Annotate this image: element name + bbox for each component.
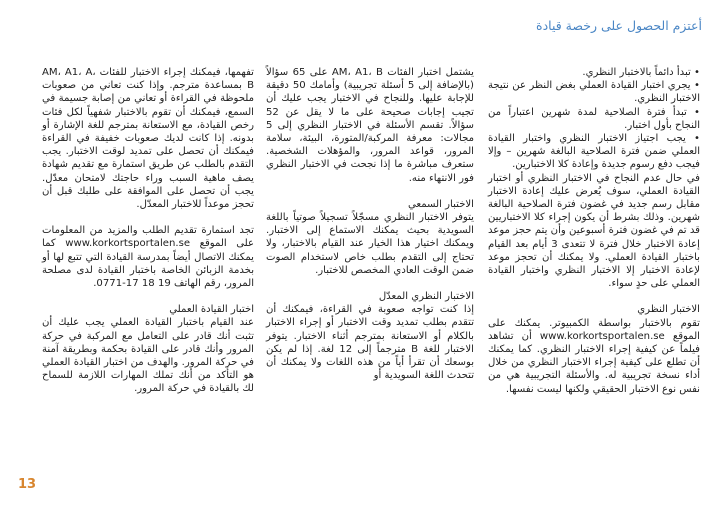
retest-paragraph: في حال عدم النجاح في الاختبار النظري أو اختبار القيادة العملي، سوف يُعرض عليك إعادة الاختبار مقابل رسم جديد في غضون فترة الصلاحية البالغة شهرين. وذلك بشرط أن يكون إجراء كلا الاختباريين قد تم في غضون فترة أسبوعين وأن يتم حجز موعد إعادة الاختبار خلال فترة لا تتعدى 3 أيام بعد القيام باختبار القيادة العملي. ولا يمكنك أن تحجز موعد لإعادة الاختبار إلا الاختبار النظري واختبار القيادة العملي على حدٍ سواء.	[488, 172, 700, 290]
requirements-bullet-list	[488, 66, 700, 172]
application-info-paragraph: تجد استمارة تقديم الطلب والمزيد من المعلومات على الموقع www.korkortsportalen.se كما يمكنك الاتصال أيضاً بمدرسة القيادة التي تتبع لها أو بخدمة الزبائن الخاصة باختبار القيادة لدى مصلحة المرور، رقم الهاتف 19 18 17-0771.	[42, 225, 254, 290]
theory-test-paragraph: تقوم بالاختبار بواسطة الكمبيوتر. يمكنك على الموقع www.korkortsportalen.se أن تشاهد فيلماً عن كيفية إجراء الاختبار النظري. كما يمكنك أن تطلع على كيفية إجراء الاختبار النظري من خلال أداء نسخة تجريبية له. والأسئلة التجريبية هي من نفس نوع الاختبار الحقيقي ولكنها ليست نفسها.	[488, 317, 700, 395]
driving-test-paragraph: عند القيام باختبار القيادة العملي يجب عليك أن تثبت أنك قادر على التعامل مع المركبة في حركة المرور وأنك قادر على القيادة بحكمة وبطريقة آمنة في حركة المرور. والهدف من اختبار القيادة العملي هو التأكد من أنك تملك المهارات اللازمة للسماح لك بالقيادة في حركة المرور.	[42, 317, 254, 395]
page-number: 13	[18, 477, 37, 492]
oral-test-heading: الاختبار السمعي	[407, 198, 474, 210]
right-column	[488, 66, 700, 396]
middle-column	[266, 66, 474, 382]
bullet-item: • تبدأ فترة الصلاحية لمدة شهرين اعتباراً من النجاح بأول اختبار.	[488, 106, 700, 131]
theory-test-heading: الاختبار النظري	[637, 304, 700, 316]
oral-test-paragraph: يتوفر الاختبار النظري مسجّلاً تسجيلاً صوتياً باللغة السويدية بحيث يمكنك الاستماع إلى الاختبار. ويمكنك اختيار هذا الخيار عند القيام بالاختبار، ولا تحتاج إلى التقدم بطلب خاص لاستخدام الصوت ضمن الوقت العادي المخصص للاختبار.	[266, 212, 474, 276]
interpreter-paragraph: تفهمها، فيمكنك إجراء الاختبار للفئات AM، A1، A، B بمساعدة مترجم. وإذا كنت تعاني من صعوبات ملحوظة في القراءة أو تعاني من إصابة جسيمة في السمع، فيمكنك أن تقوم بالاختبار شفهياً لكل فئات رخص القيادة، مع الاستعانة بمترجم للغة الإشارة أو بدونه. إذا كانت لديك صعوبات خفيفة في القراءة فيمكنك أن تحصل على تمديد لوقت الاختبار. يجب التقدم بالطلب عن طريق استمارة مع تقديم شهادة يصف ماهية السبب وراء حاجتك لامتحان معدّل. يجب أن تحصل على الموافقة على طلبك قبل أن تحجز موعداً للاختبار المعدّل.	[42, 67, 254, 211]
adapted-test-paragraph: إذا كنت تواجه صعوبة في القراءة، فيمكنك أن تتقدم بطلب تمديد وقت الاختبار أو إجراء الاختبار بالكلام أو الاستعانة بمترجم أثناء الاختبار. يتوفر الاختبار للغة B مترجماً إلى 12 لغة. إذا لم يكن بوسعك أن تقرأ أياً من هذه اللغات ولا يمكنك أن تتحدث اللغة السويدية أو	[266, 304, 474, 382]
theory-test-intro-paragraph: يشتمل اختبار الفئات AM، A1، B على 65 سؤالاً (بالإضافة إلى 5 أسئلة تجريبية) وأمامك 50 دقيقة للإجابة عليها. وللنجاح في الاختبار يجب عليك أن تجيب إجابات صحيحة على ما لا يقل عن 52 سؤالاً. تقسم الأسئلة في الاختبار النظري إلى 5 مجالات: معرفة المركبة/المتورة، البيئة، سلامة المرور، قواعد المرور، والمؤهلات الشخصية. ستعرف مباشرة ما إذا نجحت في الاختبار النظري فور الانتهاء منه.	[266, 67, 474, 184]
page-title: أعتزم الحصول على رخصة قيادة	[536, 18, 702, 33]
driving-test-heading: اختبار القيادة العملي	[169, 304, 254, 316]
adapted-test-heading: الاختبار النظري المعدّل	[378, 291, 474, 303]
bullet-item: • تبدأ دائماً بالاختبار النظري.	[582, 67, 700, 78]
left-column	[42, 66, 254, 396]
bullet-item: • يجري اختبار القيادة العملي بغض النظر عن نتيجة الاختبار النظري.	[488, 80, 700, 105]
bullet-item: • يجب اجتياز الاختبار النظري واختبار القيادة العملي ضمن فترة الصلاحية البالغة شهرين – وإلا فيجب دفع رسوم جديدة وإعادة كلا الاختبارين.	[488, 133, 700, 171]
